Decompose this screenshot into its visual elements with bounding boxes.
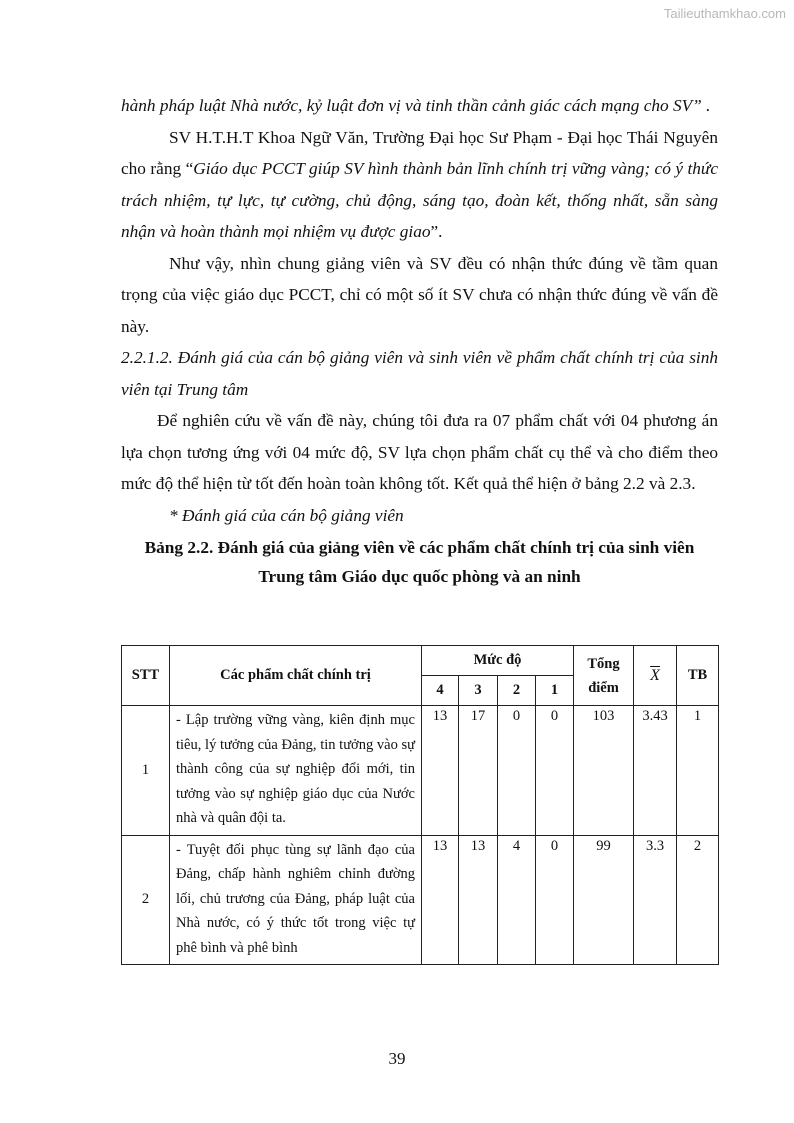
row-level-2: 0 (498, 706, 536, 836)
political-qualities-table (121, 645, 719, 965)
paragraph-method: Để nghiên cứu về vấn đề này, chúng tôi đưa ra 07 phẩm chất với 04 phương án lựa chọn tương ứng với 04 mức độ, SV lựa chọn phẩm chất cụ thể và cho điểm theo mức độ thể hiện từ tốt đến hoàn toàn không tốt. Kết quả thể hiện ở bảng 2.2 và 2.3. (121, 411, 718, 493)
row-level-4: 13 (422, 835, 459, 965)
row-total: 99 (574, 835, 634, 965)
header-stt: STT (122, 646, 170, 706)
page-number: 39 (388, 1049, 406, 1068)
subheading-lecturer-evaluation: * Đánh giá của cán bộ giảng viên (169, 505, 404, 525)
row-rank: 1 (677, 706, 719, 836)
section-heading: 2.2.1.2. Đánh giá của cán bộ giảng viên và sinh viên về phẩm chất chính trị của sinh viên tại Trung tâm (121, 348, 718, 399)
row-mean: 3.3 (634, 835, 677, 965)
student-opinion-intro: SV H.T.H.T Khoa Ngữ Văn, Trường Đại học Sư Phạm - Đại học Thái Nguyên cho rằng “ (121, 127, 718, 178)
table-caption: Bảng 2.2. Đánh giá của giảng viên về các phẩm chất chính trị của sinh viên Trung tâm Giáo dục quốc phòng và an ninh (144, 538, 695, 586)
row-mean: 3.43 (634, 706, 677, 836)
row-rank: 2 (677, 835, 719, 965)
header-total: Tổng điểm (574, 646, 634, 706)
table-row (122, 835, 719, 965)
student-opinion-close: ”. (430, 222, 443, 241)
watermark: Tailieuthamkhao.com (663, 6, 786, 21)
header-mean (634, 646, 677, 706)
row-level-4: 13 (422, 706, 459, 836)
header-level: Mức độ (422, 646, 574, 676)
row-stt: 2 (122, 835, 170, 965)
paragraph-student-opinion (121, 122, 718, 248)
mean-symbol: $\overline{X}$ (650, 666, 660, 684)
paragraph-continued-quote: hành pháp luật Nhà nước, kỷ luật đơn vị và tinh thần cảnh giác cách mạng cho SV” . (121, 96, 711, 115)
student-opinion-quote: Giáo dục PCCT giúp SV hình thành bản lĩnh chính trị vững vàng; có ý thức trách nhiệm, tự lực, tự cường, chủ động, sáng tạo, đoàn kết, thống nhất, sẵn sàng nhận và hoàn thành mọi nhiệm vụ được giao (121, 159, 718, 241)
header-level-1: 1 (536, 676, 574, 706)
row-quality: - Tuyệt đối phục tùng sự lãnh đạo của Đảng, chấp hành nghiêm chỉnh đường lối, chủ trương của Đảng, pháp luật của Nhà nước, có ý thức tốt trong việc tự phê bình và phê bình (170, 835, 422, 965)
header-level-2: 2 (498, 676, 536, 706)
document-body (121, 90, 718, 591)
row-quality: - Lập trường vững vàng, kiên định mục tiêu, lý tưởng của Đảng, tin tưởng vào sự thành công của sự nghiệp đổi mới, tin tưởng vào sự nghiệp giáo dục của Nước nhà và quân đội ta. (170, 706, 422, 836)
row-level-2: 4 (498, 835, 536, 965)
paragraph-summary: Như vậy, nhìn chung giảng viên và SV đều có nhận thức đúng về tầm quan trọng của việc giáo dục PCCT, chỉ có một số ít SV chưa có nhận thức đúng về vấn đề này. (121, 253, 718, 336)
header-rank: TB (677, 646, 719, 706)
header-level-3: 3 (459, 676, 498, 706)
header-quality: Các phẩm chất chính trị (170, 646, 422, 706)
row-level-3: 13 (459, 835, 498, 965)
row-total: 103 (574, 706, 634, 836)
table-row (122, 706, 719, 836)
row-level-1: 0 (536, 706, 574, 836)
header-level-4: 4 (422, 676, 459, 706)
row-level-3: 17 (459, 706, 498, 836)
row-level-1: 0 (536, 835, 574, 965)
row-stt: 1 (122, 706, 170, 836)
